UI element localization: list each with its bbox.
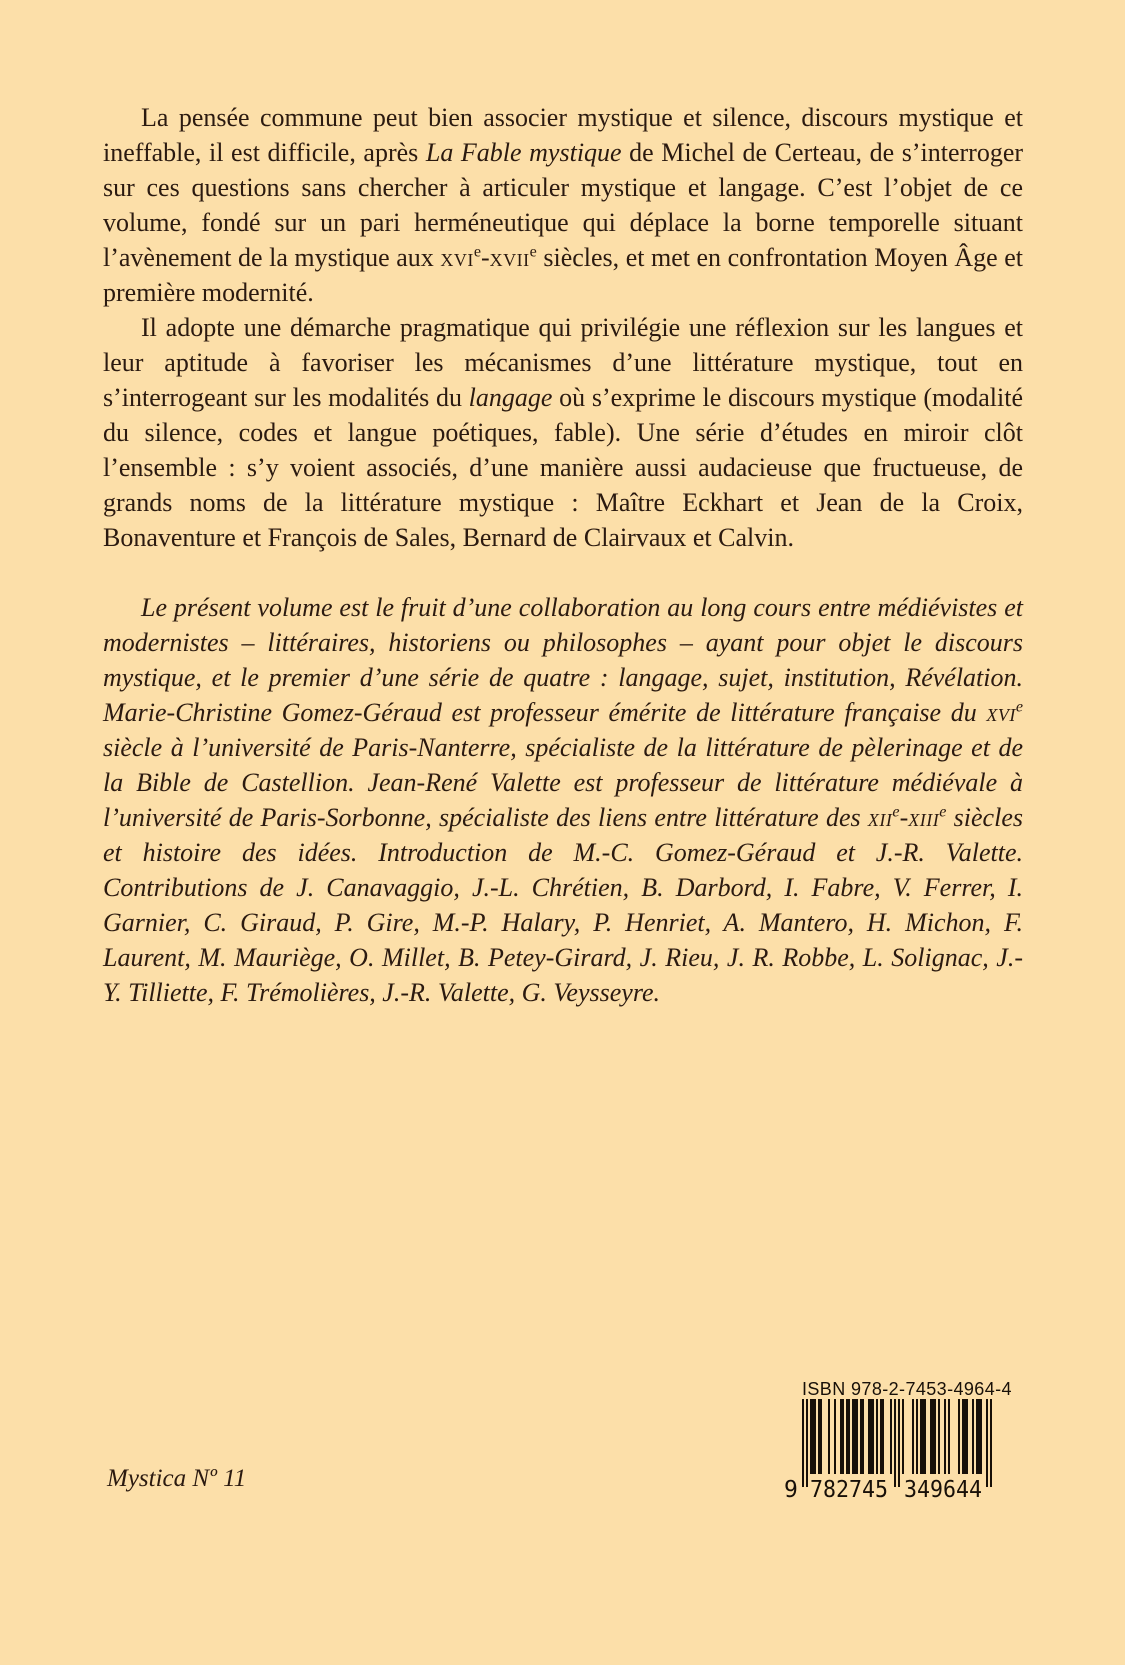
isbn-label: ISBN 978-2-7453-4964-4 — [802, 1379, 1012, 1399]
barcode-right-digits: 349644 — [904, 1477, 982, 1503]
collection-label: Mystica Nº 11 — [107, 1465, 247, 1492]
barcode-left-digits: 782745 — [810, 1477, 888, 1503]
barcode-lead-digit: 9 — [784, 1477, 798, 1503]
isbn-area — [782, 1379, 1012, 1508]
blurb-section — [103, 100, 1023, 1010]
ean-barcode — [782, 1399, 998, 1508]
blurb-paragraph-1: La pensée commune peut bien associer mystique et silence, discours mystique et ineffable, il est difficile, après La Fable mystique de Michel de Certeau, de s’interroger sur ces questions sans chercher à articuler mystique et langage. C’est l’objet de ce volume, fondé sur un pari herméneutique qui déplace la borne temporelle situant l’avènement de la mystique aux xvi$^e$-xvii$^e$ siècles, et met en confrontation Moyen Âge et première modernité. — [103, 103, 1024, 307]
blurb-paragraph-2: Il adopte une démarche pragmatique qui privilégie une réflexion sur les langues et leur aptitude à favoriser les mécanismes d’une littérature mystique, tout en s’interrogeant sur les modalités du langage où s’exprime le discours mystique (modalité du silence, codes et langue poétiques, fable). Une série d’études en miroir clôt l’ensemble : s’y voient associés, d’une manière aussi audacieuse que fructueuse, de grands noms de la littérature mystique : Maître Eckhart et Jean de la Croix, Bonaventure et François de Sales, Bernard de Clairvaux et Calvin. — [103, 313, 1023, 552]
blurb-paragraph-3: Le présent volume est le fruit d’une collaboration au long cours entre médiévistes et modernistes – littéraires, historiens ou philosophes – ayant pour objet le discours mystique, et le premier d’une série de quatre : langage, sujet, institution, Révélation. Marie-Christine Gomez-Géraud est professeur émérite de littérature française du xvi$^e$ siècle à l’université de Paris-Nanterre, spécialiste de la littérature de pèlerinage et de la Bible de Castellion. Jean-René Valette est professeur de littérature médiévale à l’université de Paris-Sorbonne, spécialiste des liens entre littérature des xii$^e$-xiii$^e$ siècles et histoire des idées. Introduction de M.-C. Gomez-Géraud et J.-R. Valette. Contributions de J. Canavaggio, J.-L. Chrétien, B. Darbord, I. Fabre, V. Ferrer, I. Garnier, C. Giraud, P. Gire, M.-P. Halary, P. Henriet, A. Mantero, H. Michon, F. Laurent, M. Mauriège, O. Millet, B. Petey-Girard, J. Rieu, J. R. Robbe, L. Solignac, J.-Y. Tilliette, F. Trémolières, J.-R. Valette, G. Veysseyre. — [103, 593, 1023, 1007]
